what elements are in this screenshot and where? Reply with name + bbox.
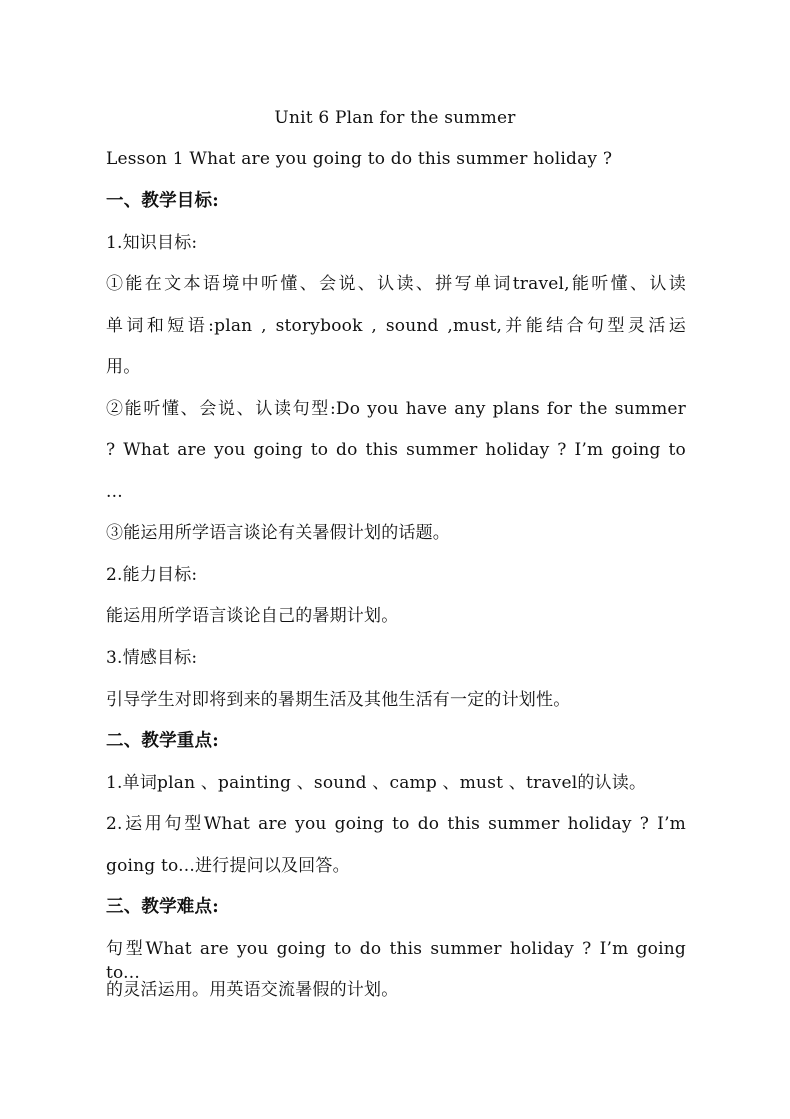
knowledge-objective-heading: 1.知识目标: xyxy=(106,233,198,253)
lesson-title: Lesson 1 What are you going to do this summer holiday ? xyxy=(106,149,613,169)
knowledge-item-3: ③能运用所学语言谈论有关暑假计划的话题。 xyxy=(106,523,450,543)
key-point-2-line-1: 2.运用句型What are you going to do this summer holiday ? I’m xyxy=(106,814,686,834)
knowledge-item-1-line-2: 单词和短语:plan , storybook , sound ,must,并能结合句型灵活运 xyxy=(106,316,686,336)
difficulty-line-1: 句型What are you going to do this summer holiday ? I’m going to... xyxy=(106,939,686,983)
document-title: Unit 6 Plan for the summer xyxy=(274,108,516,128)
section-heading-objectives: 一、教学目标: xyxy=(106,191,219,211)
emotion-objective-text: 引导学生对即将到来的暑期生活及其他生活有一定的计划性。 xyxy=(106,690,571,710)
difficulty-line-2: 的灵活运用。用英语交流暑假的计划。 xyxy=(106,980,399,1000)
knowledge-item-2-line-3: ... xyxy=(106,482,123,502)
knowledge-item-1-line-3: 用。 xyxy=(106,357,141,377)
section-heading-difficulties: 三、教学难点: xyxy=(106,897,219,917)
knowledge-item-2-line-2: ? What are you going to do this summer holiday ? I’m going to xyxy=(106,440,686,460)
ability-objective-heading: 2.能力目标: xyxy=(106,565,198,585)
knowledge-item-2-line-1: ②能听懂、会说、认读句型:Do you have any plans for the summer xyxy=(106,399,686,419)
knowledge-item-1-line-1: ①能在文本语境中听懂、会说、认读、拼写单词travel,能听懂、认读 xyxy=(106,274,686,294)
emotion-objective-heading: 3.情感目标: xyxy=(106,648,198,668)
section-heading-key-points: 二、教学重点: xyxy=(106,731,219,751)
key-point-1: 1.单词plan 、painting 、sound 、camp 、must 、travel的认读。 xyxy=(106,773,647,793)
key-point-2-line-2: going to...进行提问以及回答。 xyxy=(106,856,350,876)
ability-objective-text: 能运用所学语言谈论自己的暑期计划。 xyxy=(106,606,399,626)
